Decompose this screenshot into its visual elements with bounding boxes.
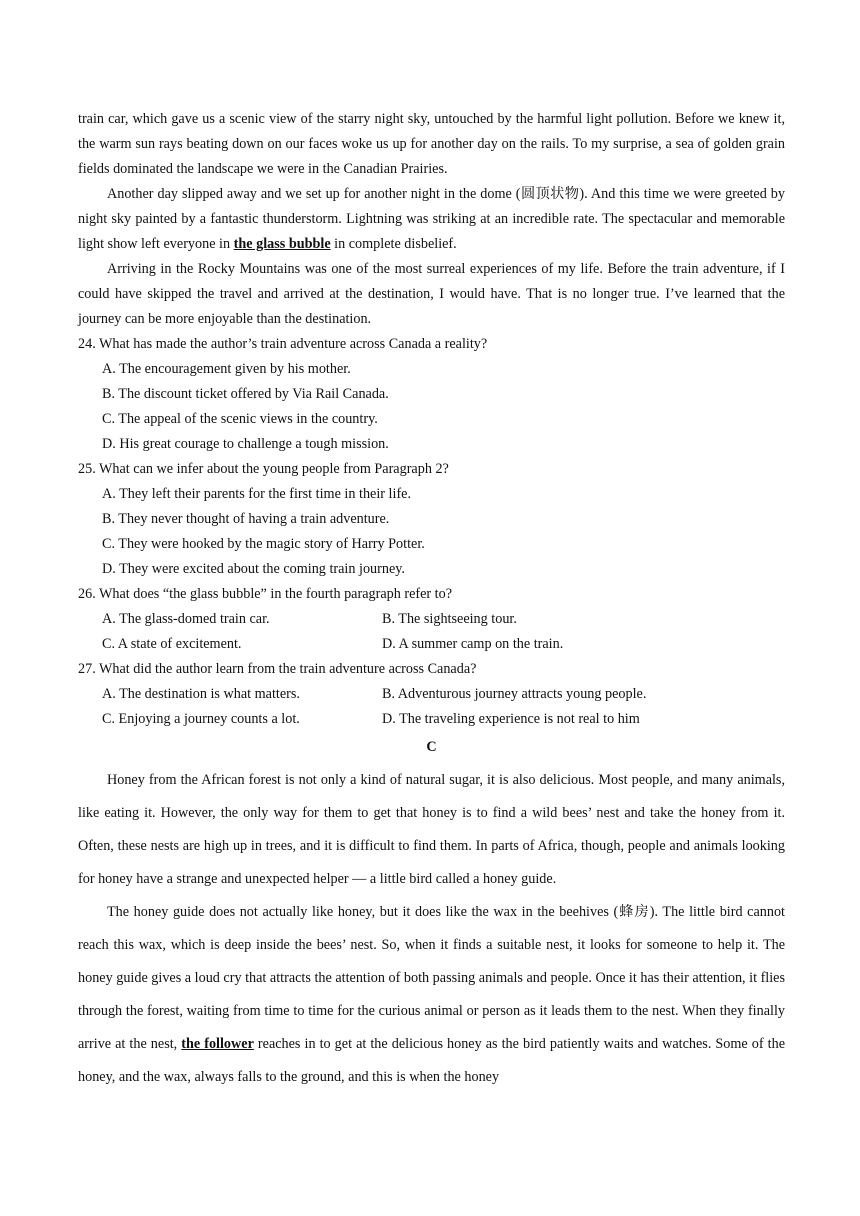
option-d: D. His great courage to challenge a tough mission.	[102, 436, 389, 452]
question-25	[78, 457, 785, 582]
options-row	[78, 682, 785, 707]
options-row	[78, 707, 785, 732]
document-page	[78, 107, 785, 1094]
option-c: C. The appeal of the scenic views in the country.	[102, 411, 378, 427]
passage-b-paragraph-2	[78, 182, 785, 257]
section-heading-c: C	[426, 739, 437, 755]
option-a: A. The encouragement given by his mother.	[102, 361, 351, 377]
option-a: A. They left their parents for the first time in their life.	[102, 486, 412, 502]
paragraph-text: The honey guide does not actually like honey, but it does like the wax in the beehives (蜂房). The little bird cannot reach this wax, which is deep inside the bees’ nest. So, when it finds a suitable nest, it looks for someone to help it. The honey guide gives a loud cry that attracts the attention of both passing animals and people. Once it has their attention, it flies through the forest, waiting from time to time for the curious animal or person as it leads them to the nest. When they finally arrive at the nest,	[78, 904, 785, 1052]
question-26	[78, 582, 785, 657]
passage-c-paragraph-1: Honey from the African forest is not only a kind of natural sugar, it is also delicious. Most people, and many animals, like eating it. However, the only way for them to get that honey is to find a wild bees’ nest and take the honey from it. Often, these nests are high up in trees, and it is difficult to find them. In parts of Africa, though, people and animals looking for honey have a strange and unexpected helper — a little bird called a honey guide.	[78, 772, 785, 887]
option-b: B. They never thought of having a train adventure.	[102, 511, 390, 527]
passage-b-paragraph-3: Arriving in the Rocky Mountains was one of the most surreal experiences of my life. Before the train adventure, if I could have skipped the travel and arrived at the destination, I would have. That is no longer true. I’ve learned that the journey can be more enjoyable than the destination.	[78, 261, 785, 327]
options-row	[78, 632, 785, 657]
paragraph-text: Another day slipped away and we set up for another night in the dome (圆顶状物). And this time we were greeted by night sky painted by a fantastic thunderstorm. Lightning was striking at an incredible rate. The spectacular and memorable light show left everyone in	[78, 186, 785, 252]
question-27	[78, 657, 785, 732]
option-b: B. The discount ticket offered by Via Rail Canada.	[102, 386, 389, 402]
question-stem: 26. What does “the glass bubble” in the fourth paragraph refer to?	[78, 586, 452, 602]
options-row	[78, 607, 785, 632]
question-24	[78, 332, 785, 457]
paragraph-text: reaches in to get at the delicious honey as the bird patiently waits and watches. Some of the honey, and the wax, always falls to the ground, and this is when the honey	[78, 1036, 785, 1085]
option-c: C. Enjoying a journey counts a lot.	[102, 711, 300, 727]
option-b: B. The sightseeing tour.	[382, 611, 517, 627]
option-a: A. The destination is what matters.	[102, 686, 300, 702]
option-d: D. A summer camp on the train.	[382, 636, 564, 652]
underlined-phrase-the-follower: the follower	[181, 1036, 254, 1052]
passage-b-paragraph-1: train car, which gave us a scenic view of the starry night sky, untouched by the harmful light pollution. Before we knew it, the warm sun rays beating down on our faces woke us up for another day on the rails. To my surprise, a sea of golden grain fields dominated the landscape we were in the Canadian Prairies.	[78, 111, 785, 177]
paragraph-text: in complete disbelief.	[330, 236, 457, 252]
option-c: C. A state of excitement.	[102, 636, 242, 652]
question-stem: 27. What did the author learn from the train adventure across Canada?	[78, 661, 477, 677]
option-a: A. The glass-domed train car.	[102, 611, 270, 627]
option-d: D. They were excited about the coming train journey.	[102, 561, 405, 577]
option-c: C. They were hooked by the magic story of Harry Potter.	[102, 536, 425, 552]
option-d: D. The traveling experience is not real to him	[382, 711, 640, 727]
question-stem: 25. What can we infer about the young people from Paragraph 2?	[78, 461, 449, 477]
question-stem: 24. What has made the author’s train adventure across Canada a reality?	[78, 336, 488, 352]
option-b: B. Adventurous journey attracts young people.	[382, 686, 647, 702]
passage-c-paragraph-2	[78, 896, 785, 1094]
underlined-phrase-glass-bubble: the glass bubble	[233, 236, 331, 252]
